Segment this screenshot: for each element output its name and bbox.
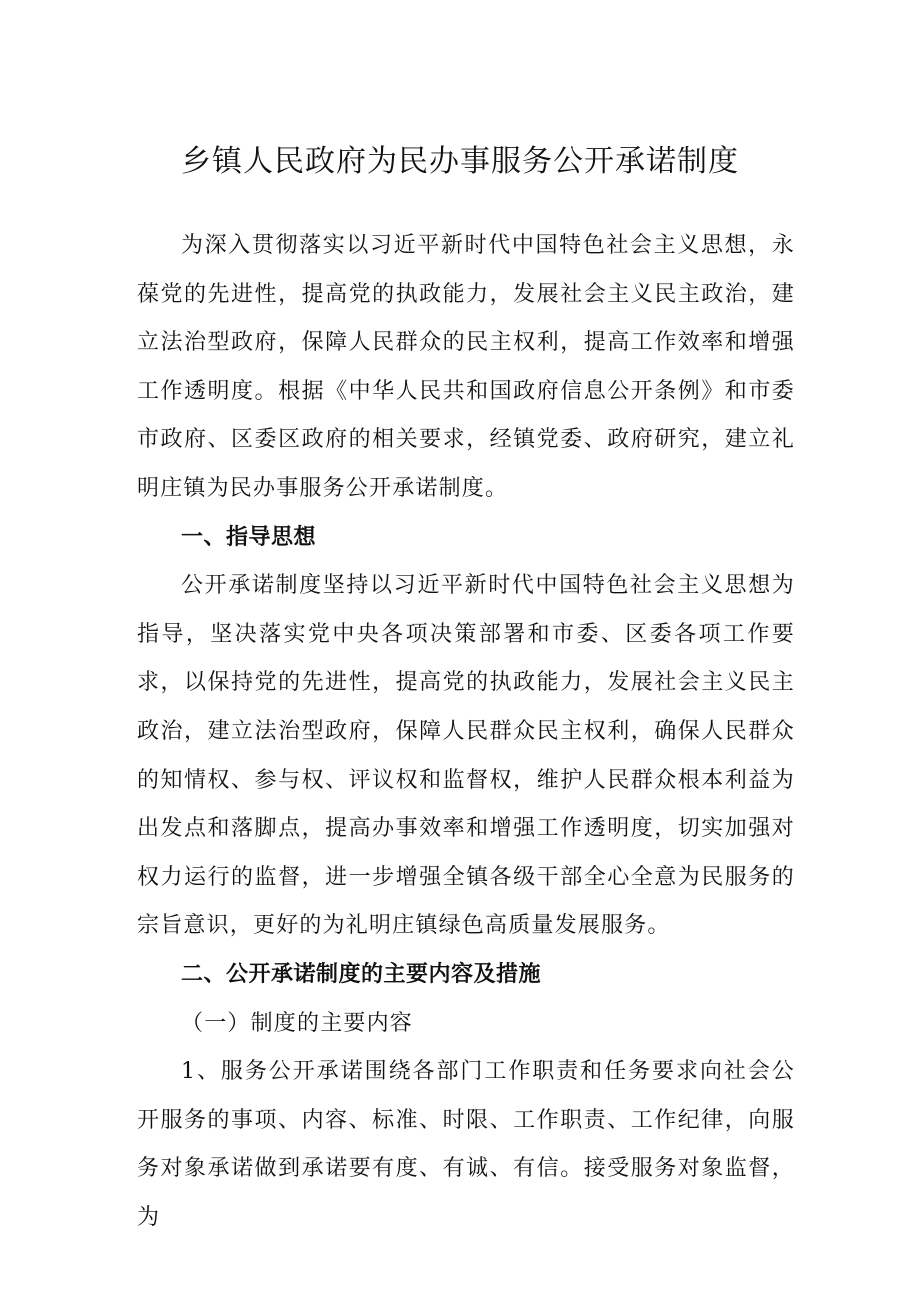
document-body xyxy=(137,222,795,1242)
intro-paragraph: 为深入贯彻落实以习近平新时代中国特色社会主义思想，永葆党的先进性，提高党的执政能力，发展社会主义民主政治，建立法治型政府，保障人民群众的民主权利，提高工作效率和增强工作透明度。根据《中华人民共和国政府信息公开条例》和市委市政府、区委区政府的相关要求，经镇党委、政府研究，建立礼明庄镇为民办事服务公开承诺制度。 xyxy=(137,233,795,501)
section-2-subheading: （一）制度的主要内容 xyxy=(181,1010,414,1036)
section-2-heading: 二、公开承诺制度的主要内容及措施 xyxy=(181,961,542,987)
section-1-heading: 一、指导思想 xyxy=(181,524,317,550)
document-title: 乡镇人民政府为民办事服务公开承诺制度 xyxy=(181,144,739,179)
section-1-paragraph: 公开承诺制度坚持以习近平新时代中国特色社会主义思想为指导，坚决落实党中央各项决策部署和市委、区委各项工作要求，以保持党的先进性，提高党的执政能力，发展社会主义民主政治，建立法治型政府，保障人民群众民主权利，确保人民群众的知情权、参与权、评议权和监督权，维护人民群众根本利益为出发点和落脚点，提高办事效率和增强工作透明度，切实加强对权力运行的监督，进一步增强全镇各级干部全心全意为民服务的宗旨意识，更好的为礼明庄镇绿色高质量发展服务。 xyxy=(137,573,795,939)
section-2-item-1: 1、服务公开承诺围绕各部门工作职责和任务要求向社会公开服务的事项、内容、标准、时限、工作职责、工作纪律，向服务对象承诺做到承诺要有度、有诚、有信。接受服务对象监督，为 xyxy=(137,1059,795,1230)
